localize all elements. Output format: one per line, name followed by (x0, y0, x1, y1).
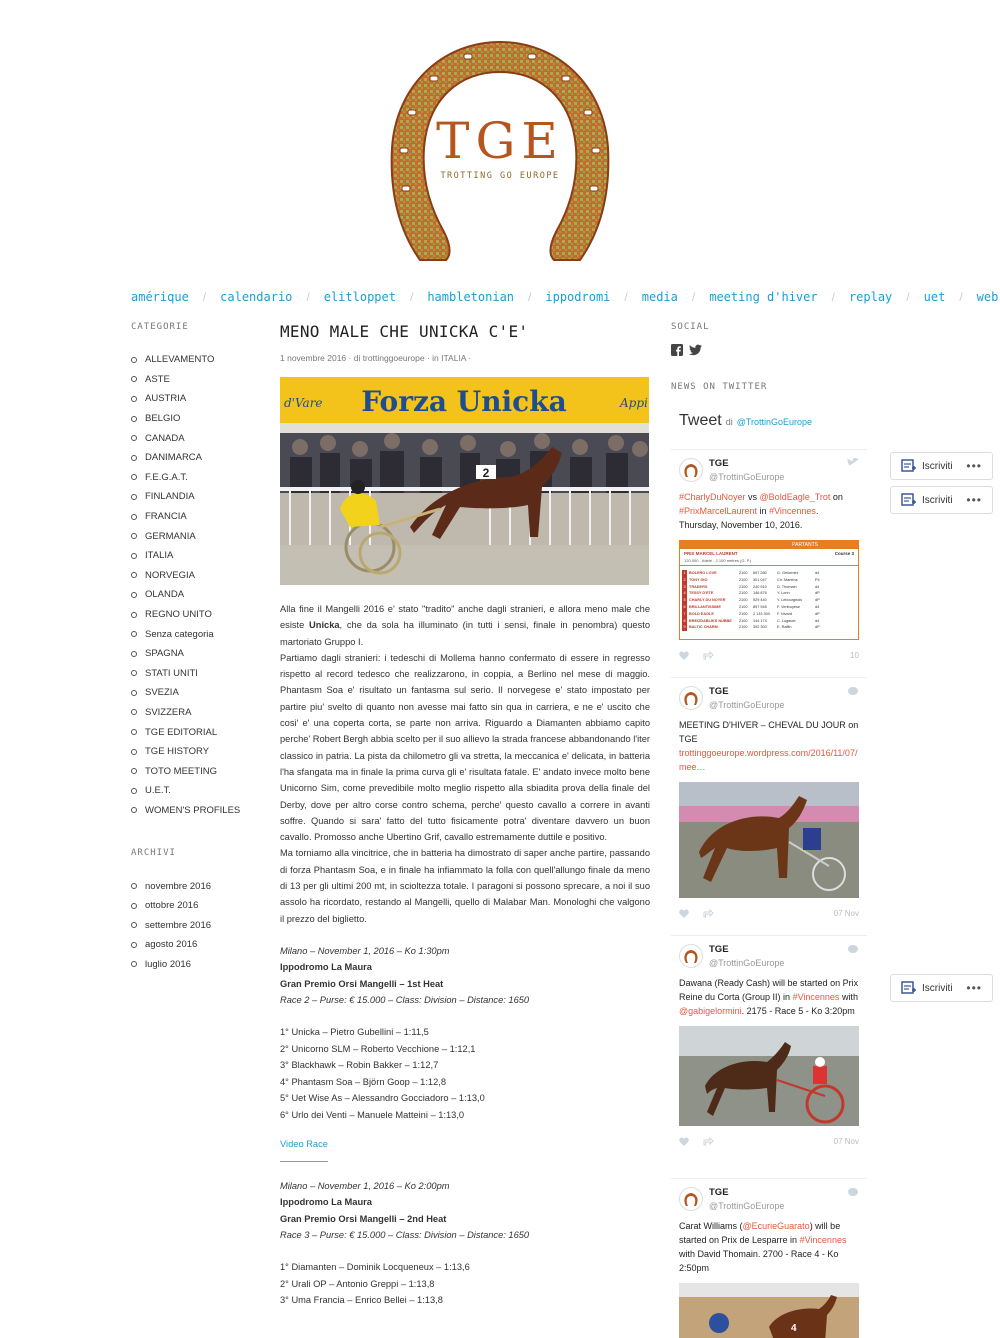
share-icon[interactable] (703, 651, 714, 660)
result-row: 3° Uma Francia – Enrico Bellei – 1:13,8 (280, 1295, 443, 1306)
tweet-card[interactable] (671, 1178, 867, 1338)
archive-item[interactable]: settembre 2016 (131, 915, 261, 935)
tweet-card[interactable] (671, 677, 867, 920)
race-1-details: Race 2 – Purse: € 15.000 – Class: Division – Distance: 1650 (280, 994, 530, 1005)
post-paragraph-1 (280, 601, 650, 650)
tweet-actions (679, 648, 859, 662)
card-cell: 2100 (739, 604, 748, 609)
follow-icon (901, 981, 917, 995)
category-item[interactable]: TGE HISTORY (131, 742, 261, 762)
result-row: 1° Diamanten – Dominik Locqueneux – 1:13,6 (280, 1262, 470, 1273)
left-sidebar (131, 322, 261, 974)
divider (280, 1161, 328, 1162)
card-row (682, 618, 856, 625)
card-cell: D. Thomain (777, 584, 797, 589)
category-item[interactable]: REGNO UNITO (131, 605, 261, 625)
card-cell: 897 945 (753, 604, 767, 609)
card-row (682, 577, 856, 584)
nav-item[interactable]: meeting d'hiver (709, 290, 818, 304)
tweet-text (679, 1219, 859, 1275)
tweet-text-part: in (757, 506, 770, 516)
share-icon[interactable] (703, 1137, 714, 1146)
p1-bold: Unicka (309, 620, 340, 631)
card-cell: 2100 (739, 625, 748, 630)
category-item[interactable]: TOTO MEETING (131, 761, 261, 781)
post-body (280, 601, 650, 927)
archive-item[interactable]: novembre 2016 (131, 876, 261, 896)
card-cell: 2100 (739, 584, 748, 589)
card-cell: 9 (683, 625, 686, 630)
race-2-venue: Ippodromo La Maura (280, 1197, 372, 1208)
nav-item[interactable]: elitloppet (323, 290, 396, 304)
card-row (682, 584, 856, 591)
tweets-label: Tweet (679, 412, 722, 429)
card-cell: 529 440 (753, 598, 767, 603)
tweet-card[interactable] (671, 935, 867, 1148)
category-item[interactable]: TGE EDITORIAL (131, 722, 261, 742)
nav-separator: / (906, 290, 910, 304)
hashtag-link[interactable]: #Vincennes (792, 992, 840, 1002)
card-cell: 2100 (739, 611, 748, 616)
tweet-text-part: MEETING D'HIVER – CHEVAL DU JOUR on TGE (679, 720, 859, 744)
race-photo-icon (679, 1283, 859, 1338)
card-cell: BOLERO LOVE (689, 571, 717, 575)
card-cell: 2100 (739, 571, 748, 575)
nav-item[interactable]: amérique (131, 290, 189, 304)
card-cell: P4 (815, 577, 820, 582)
card-subtitle: 120.000 - Attelé - 2.100 mètres (G. P.) (680, 558, 858, 566)
heart-icon[interactable] (679, 651, 689, 660)
p1-after: , che da sola ha illuminato (in tutti i sensi, finale in penombra) questo martoriato Gruppo I. (280, 620, 650, 647)
race-2-info (280, 1178, 650, 1243)
card-row (682, 597, 856, 604)
card-cell: d4 (815, 618, 820, 623)
race-1-date: Milano – November 1, 2016 – Ko 1:30pm (280, 945, 450, 956)
avatar[interactable] (679, 458, 703, 482)
follow-icon (901, 459, 917, 473)
tweet-author-handle[interactable]: @TrottinGoEurope (709, 1201, 785, 1211)
twitter-bird-icon[interactable] (847, 944, 859, 954)
hashtag-link[interactable]: #CharlyDuNoyer (679, 492, 746, 502)
card-cell: 2 133 300 (753, 611, 770, 616)
card-cell: BOLD EAGLE (689, 611, 714, 616)
archive-item[interactable]: ottobre 2016 (131, 896, 261, 916)
card-cell: BALTIC CHARM (689, 625, 718, 630)
social-title: SOCIAL (671, 322, 710, 332)
banner-left-text: d'Vare (284, 396, 323, 410)
race-1-venue: Ippodromo La Maura (280, 962, 372, 973)
race-1-info (280, 943, 650, 1008)
tweet-date[interactable]: 07 Nov (833, 908, 859, 918)
category-item[interactable]: WOMEN'S PROFILES (131, 801, 261, 821)
nav-item[interactable]: replay (848, 290, 893, 304)
more-options-icon[interactable]: ••• (966, 981, 982, 995)
card-cell: 1 (683, 571, 686, 575)
card-cell: d4 (815, 571, 820, 575)
tweet-author-handle[interactable]: @TrottinGoEurope (709, 700, 785, 710)
follow-label: Iscriviti (922, 460, 953, 472)
banner-text: Forza Unicka (361, 385, 567, 418)
race-1-name: Gran Premio Orsi Mangelli – 1st Heat (280, 978, 444, 989)
post-hero-image (280, 377, 649, 585)
archive-item[interactable]: agosto 2016 (131, 935, 261, 955)
card-cell: TONY GIO (689, 577, 708, 582)
tweet-date[interactable]: 07 Nov (833, 1136, 859, 1146)
tweet-image-table[interactable] (679, 540, 859, 640)
follow-label: Iscriviti (922, 494, 953, 506)
result-row: 1° Unicka – Pietro Gubellini – 1:11,5 (280, 1027, 429, 1038)
race-photo-icon (280, 377, 649, 585)
card-cell: d4 (815, 604, 820, 609)
avatar[interactable] (679, 944, 703, 968)
horseshoe-avatar-icon (683, 1191, 699, 1207)
category-item[interactable]: ITALIA (131, 546, 261, 566)
share-icon[interactable] (703, 909, 714, 918)
avatar[interactable] (679, 1187, 703, 1211)
tweet-author-name[interactable]: TGE (709, 944, 729, 955)
article (280, 322, 650, 1309)
card-cell: dP (815, 625, 820, 630)
race-2-name: Gran Premio Orsi Mangelli – 2nd Heat (280, 1213, 447, 1224)
logo-subtext: TROTTING GO EUROPE (440, 171, 560, 181)
card-cell: 301 047 (753, 577, 767, 582)
nav-item[interactable]: ippodromi (545, 290, 611, 304)
card-cell: 2100 (739, 577, 748, 582)
category-item[interactable]: NORVEGIA (131, 566, 261, 586)
card-cell: dP (815, 591, 820, 596)
result-row: 6° Urlo dei Venti – Manuele Matteini – 1:13,0 (280, 1109, 465, 1120)
mention-link[interactable]: @gabigelormini (679, 1006, 742, 1016)
card-cell: F. Ventruyese (777, 604, 801, 609)
card-cell: 240 910 (753, 584, 767, 589)
card-cell: 146 876 (753, 591, 767, 596)
site-logo[interactable] (388, 36, 612, 268)
card-cell: 697 280 (753, 571, 767, 575)
card-cell: 2 (683, 577, 686, 582)
card-cell: TRADERS (689, 584, 708, 589)
follow-label: Iscriviti (922, 982, 953, 994)
card-row (682, 590, 856, 597)
hashtag-link[interactable]: #Vincennes (769, 506, 816, 516)
news-title: NEWS ON TWITTER (671, 382, 768, 392)
category-item[interactable]: FINLANDIA (131, 487, 261, 507)
card-cell: BREIZDABLIKS NUBBE (689, 618, 732, 623)
category-item[interactable]: OLANDA (131, 585, 261, 605)
archives-title: ARCHIVI (131, 848, 176, 859)
category-item[interactable]: F.E.G.A.T. (131, 468, 261, 488)
tweet-text-part: Carat Williams ( (679, 1221, 743, 1231)
mention-link[interactable]: @EcurieGuarato (742, 1221, 810, 1231)
card-cell: TESSY D'ETE (689, 591, 714, 596)
card-cell: 144 174 (753, 618, 767, 623)
card-cell: F. Nivard (777, 611, 792, 616)
tweet-text-part: vs (745, 492, 760, 502)
card-course: Course 3 (834, 551, 854, 556)
tweet-text (679, 490, 859, 532)
card-cell: dP (815, 611, 820, 616)
twitter-bird-icon[interactable] (847, 686, 859, 696)
categories-title: CATEGORIE (131, 322, 189, 332)
result-row: 2° Unicorno SLM – Roberto Vecchione – 1:12,1 (280, 1043, 476, 1054)
category-item[interactable]: GERMANIA (131, 526, 261, 546)
card-row (682, 604, 856, 611)
tweet-author-name[interactable]: TGE (709, 1187, 729, 1198)
category-item[interactable]: SVEZIA (131, 683, 261, 703)
category-item[interactable]: SPAGNA (131, 644, 261, 664)
tweet-date[interactable]: 10 (850, 650, 859, 660)
trotting-horse-photo-icon (679, 782, 859, 898)
follow-button[interactable] (890, 452, 993, 480)
card-cell: 5 (683, 598, 686, 603)
card-cell: CHARLY DU NOYER (689, 598, 726, 603)
archive-item[interactable]: luglio 2016 (131, 955, 261, 975)
mention-link[interactable]: @BoldEagle_Trot (759, 492, 831, 502)
video-race-link[interactable]: Video Race (280, 1139, 328, 1150)
social-icons (671, 344, 871, 356)
category-item[interactable]: BELGIO (131, 409, 261, 429)
horseshoe-avatar-icon (683, 948, 699, 964)
tweet-image[interactable] (679, 1283, 859, 1338)
tweet-text-part: Dawana (Ready Cash) will be started on Prix Reine du Corta (Group II) in (679, 978, 859, 1002)
tweet-text-part: on (830, 492, 843, 502)
card-row (682, 570, 856, 577)
result-row: 5° Uet Wise As – Alessandro Gocciadoro – 1:13,0 (280, 1093, 485, 1104)
card-cell: 6 (683, 604, 686, 609)
main-navigation (131, 290, 998, 304)
twitter-timeline-header (671, 412, 871, 430)
card-cell: 392 300 (753, 625, 767, 630)
nav-item[interactable]: uet (923, 290, 946, 304)
sulky-race-photo-icon (679, 1026, 859, 1126)
card-cell: 2100 (739, 591, 748, 596)
card-cell: 2100 (739, 618, 748, 623)
category-item[interactable]: STATI UNITI (131, 664, 261, 684)
card-cell: d4 (815, 584, 820, 589)
category-item[interactable]: CANADA (131, 428, 261, 448)
horseshoe-avatar-icon (683, 462, 699, 478)
card-cell: Y. Lebourgeois (777, 598, 803, 603)
tweet-url-link[interactable]: trottinggoeurope.wordpress.com/2016/11/07/mee… (679, 748, 858, 772)
category-item[interactable]: SVIZZERA (131, 703, 261, 723)
tweet-text (679, 718, 859, 774)
heart-icon[interactable] (679, 909, 689, 918)
tweet-text-part: . 2175 - Race 5 - Ko 3:20pm (741, 1006, 855, 1016)
saddle-number: 2 (482, 466, 490, 480)
card-cell: Y. Lorin (777, 591, 790, 596)
race-2-details: Race 3 – Purse: € 15.000 – Class: Division – Distance: 1650 (280, 1230, 530, 1241)
card-cell: G. Gelormini (777, 571, 799, 575)
tweet-author-handle[interactable]: @TrottinGoEurope (709, 472, 785, 482)
nav-separator: / (959, 290, 963, 304)
nav-separator: / (409, 290, 414, 304)
category-item[interactable]: ALLEVAMENTO (131, 350, 261, 370)
card-row (682, 624, 856, 631)
category-item[interactable]: FRANCIA (131, 507, 261, 527)
card-cell: BRILLANTISSIME (689, 604, 721, 609)
card-cell: 3 (683, 584, 686, 589)
tweet-author-name[interactable]: TGE (709, 458, 729, 469)
hashtag-link[interactable]: #PrixMarcelLaurent (679, 506, 758, 516)
tweet-author-handle[interactable]: @TrottinGoEurope (709, 958, 785, 968)
banner-right-text: Appi (620, 396, 648, 410)
card-title: PRIX MARCEL LAURENT (684, 551, 738, 556)
result-row: 3° Blackhawk – Robin Bakker – 1:12,7 (280, 1060, 439, 1071)
tweet-actions (679, 1134, 859, 1148)
post-paragraph-3: Ma torniamo alla vincitrice, che in batteria ha dimostrato di saper anche partire, passando di forza Phantasm Soa, e in finale ha infiammato la folla con quell'allungo finale da meno di 13 per gli ultimi 200 mt, in scioltezza totale. I paragoni si possono sprecare, a noi il suo assolo ha ricordato, restando al Mangelli, quello di Malabar Man. Monologhi che valgono il prezzo del biglietto. (280, 848, 650, 924)
saddle-number: 4 (791, 1323, 797, 1334)
horseshoe-logo-icon (388, 36, 612, 268)
follow-button[interactable] (890, 486, 993, 514)
follow-button[interactable] (890, 974, 993, 1002)
tweet-image[interactable] (679, 782, 859, 898)
category-item[interactable]: U.E.T. (131, 781, 261, 801)
tweets-by: di (725, 417, 733, 427)
follow-icon (901, 493, 917, 507)
card-cell: dP (815, 598, 820, 603)
nav-item[interactable]: media (641, 290, 678, 304)
race-2-date: Milano – November 1, 2016 – Ko 2:00pm (280, 1181, 450, 1192)
hashtag-link[interactable]: #Vincennes (799, 1235, 847, 1245)
nav-separator: / (528, 290, 532, 304)
avatar[interactable] (679, 686, 703, 710)
card-cell: 2100 (739, 598, 748, 603)
tweet-text (679, 976, 859, 1018)
twitter-icon[interactable] (689, 344, 702, 356)
result-row: 2° Urali OP – Antonio Greppi – 1:13,8 (280, 1278, 435, 1289)
post-title[interactable]: MENO MALE CHE UNICKA C'E' (280, 322, 529, 341)
nav-item[interactable]: calendario (220, 290, 293, 304)
nav-separator: / (624, 290, 628, 304)
nav-separator: / (306, 290, 310, 304)
tweet-text-part: ) will be started on Prix de Lesparre in (679, 1221, 841, 1245)
nav-item[interactable]: web (976, 290, 999, 304)
tweets-handle-link[interactable]: @TrottinGoEurope (736, 417, 813, 427)
card-rows (680, 566, 858, 631)
tweet-text-part: Thursday, November 10, 2016. (679, 520, 803, 530)
facebook-icon[interactable] (671, 344, 683, 356)
card-cell: 7 (683, 611, 686, 616)
tweet-text-part: with David Thomain. 2700 - Race 4 - Ko 2:50pm (679, 1249, 839, 1273)
category-item[interactable]: ASTE (131, 370, 261, 390)
card-row (682, 611, 856, 618)
nav-item[interactable]: hambletonian (427, 290, 515, 304)
card-cell: 8 (683, 618, 686, 623)
right-sidebar (671, 322, 871, 430)
heart-icon[interactable] (679, 1137, 689, 1146)
tweet-text-part: with (839, 992, 858, 1002)
nav-separator: / (691, 290, 696, 304)
tweet-card[interactable] (671, 449, 867, 662)
p1-before: Alla fine il Mangelli 2016 e' stato "tradito" anche dagli stranieri, e allora meno male che esiste (280, 604, 650, 631)
tweet-text-part: . (815, 506, 819, 516)
card-cell: 4 (683, 591, 686, 596)
tweet-author-name[interactable]: TGE (709, 686, 729, 697)
twitter-bird-icon[interactable] (847, 458, 859, 468)
more-options-icon[interactable]: ••• (966, 459, 982, 473)
archives-list (131, 876, 261, 974)
more-options-icon[interactable]: ••• (966, 493, 982, 507)
tweet-actions (679, 906, 859, 920)
category-item[interactable]: AUSTRIA (131, 389, 261, 409)
nav-separator: / (831, 290, 835, 304)
card-cell: C. Lugauer (777, 618, 796, 623)
horseshoe-avatar-icon (683, 690, 699, 706)
twitter-bird-icon[interactable] (847, 1187, 859, 1197)
category-item[interactable]: DANIMARCA (131, 448, 261, 468)
result-row: 4° Phantasm Soa – Björn Goop – 1:12,8 (280, 1076, 447, 1087)
tweet-image[interactable] (679, 1026, 859, 1126)
card-cell: Ch. Martens (777, 577, 798, 582)
card-header: PARTANTS (680, 541, 858, 549)
nav-separator: / (202, 290, 207, 304)
race-2-results (280, 1259, 650, 1309)
categories-list (131, 350, 261, 820)
post-meta: 1 novembre 2016 · di trottinggoeurope · in ITALIA · (280, 353, 472, 363)
category-item[interactable]: Senza categoria (131, 624, 261, 644)
card-cell: E. Raffin (777, 625, 792, 630)
logo-text: TGE (436, 112, 564, 170)
post-paragraph-2: Partiamo dagli stranieri: i tedeschi di Mollema hanno confermato di essere in regresso rispetto al record tedesco che realizzarono, in coppia, a Berlino nel mese di maggio. Phantasm Soa e' risultato un fantasma sul serio. Il norvegese e' stato impostato per partire piu' svelto di quanto non avesse mai fatto sin qua in carriera, e ne e' uscito che cosi' e' una coperta corta, se parte non arriva. Riguardo a Diamanten abbiamo capito perche' Robert Bergh abbia scelto per il suo allievo la strada francese abbandonando l'iter classico in patria. La pista da chilometro gli va stretta, la meccanica e' delicata, in batteria l'ha sfangata ma in finale la prima curva gli e' risultata fatale. E' andato invece molto bene Unicorno Sim, come prevedibile molto meglio rispetto alla sbiadita prova della finale del Derby, dove per altro corse contro schema, perche' questo cavallo a correre in avanti soffre. Quando si sara' fatto del tutto fisicamente potra' diventare davvero un buon cavallo. Promosso anche Ubertino Grif, cavallo estremamente duttile e positivo. (280, 652, 650, 843)
race-1-results (280, 1024, 650, 1123)
